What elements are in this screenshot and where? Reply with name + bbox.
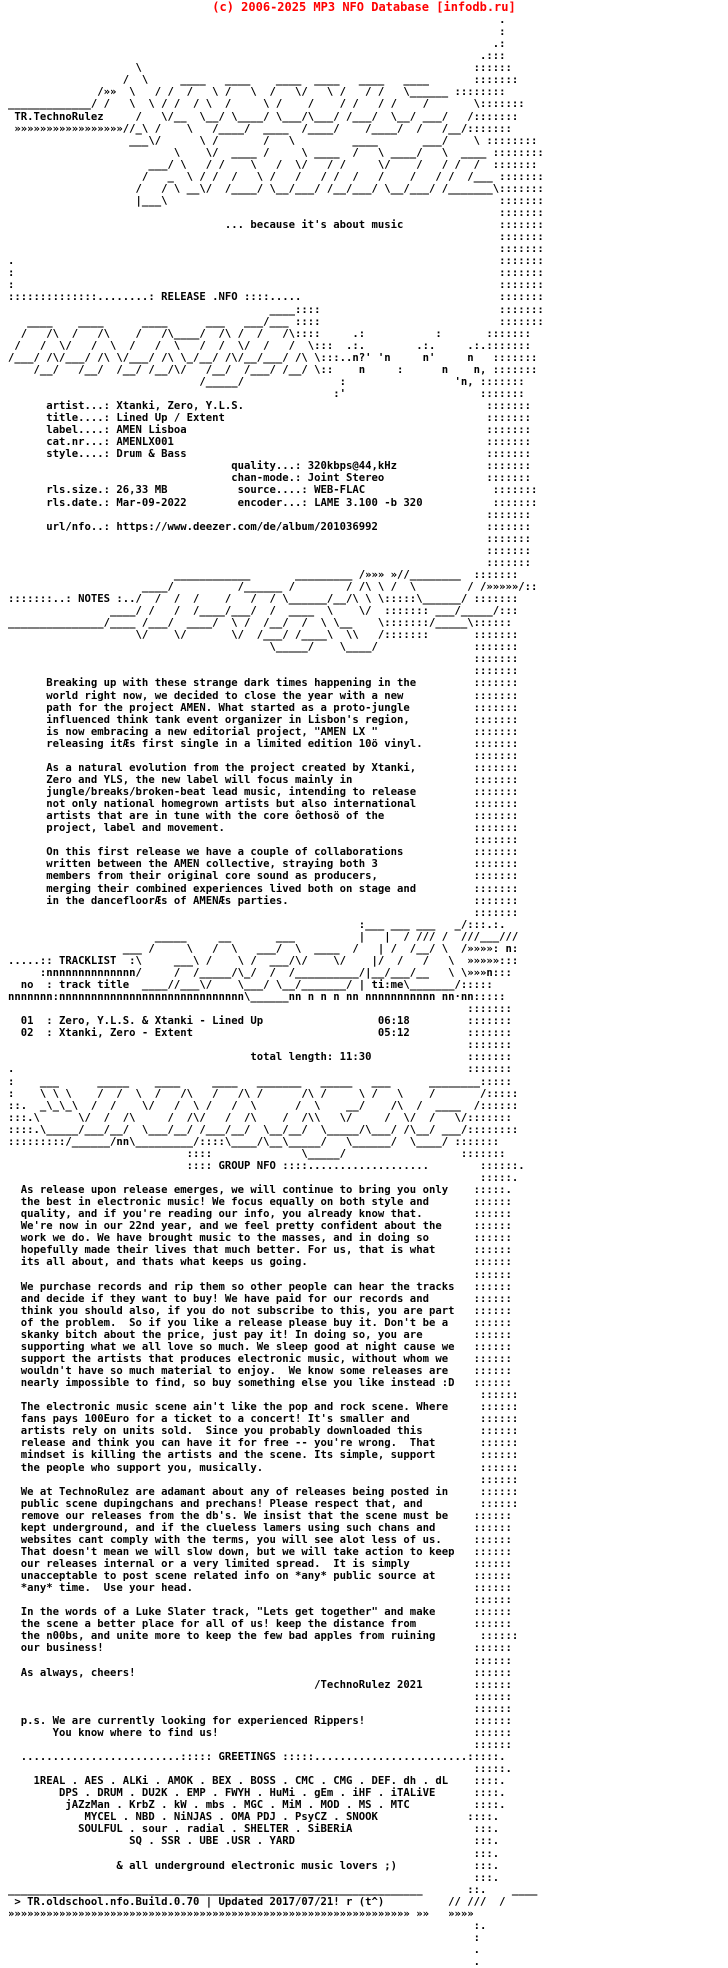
nfo-line: :. bbox=[8, 1919, 487, 1932]
nfo-line: : ___ _____ ____ ____ _______ _____ ___ ________::::: bbox=[8, 1075, 512, 1088]
nfo-line: skanky bitch about the price, just pay it! In doing so, you are :::::: bbox=[8, 1328, 512, 1341]
nfo-line: :::::: bbox=[8, 1690, 512, 1703]
nfo-line: the scene a better place for all of us! keep the distance from :::::: bbox=[8, 1618, 512, 1631]
nfo-line: :::::::..: NOTES :../ / / / / / / \______/__/\ \ \:::::\______/ ::::::: bbox=[8, 593, 519, 605]
nfo-line: ::::::: bbox=[8, 834, 519, 847]
nfo-line: ___\/ \ / / \ ____ ___/ \ :::::::: bbox=[8, 134, 538, 147]
nfo-line: :::::: bbox=[8, 1702, 512, 1715]
nfo-line: ::::::::::::::........: RELEASE .NFO ::::..... ::::::: bbox=[8, 291, 544, 304]
nfo-line: As a natural evolution from the project created by Xtanki, ::::::: bbox=[8, 761, 519, 774]
nfo-line: rls.date.: Mar-09-2022 encoder...: LAME 3.100 -b 320 ::::::: bbox=[8, 496, 538, 509]
nfo-line: our releases internal or a very limited spread. It is simply :::::: bbox=[8, 1558, 512, 1570]
nfo-line: ::. _\_\_\ / / \/ / \ / / \ / \ __/ /\ / ____ /:::::: bbox=[8, 1099, 519, 1112]
nfo-line: . bbox=[8, 14, 506, 26]
nfo-line: & all underground electronic music lovers ;) :::. bbox=[8, 1859, 500, 1872]
nfo-line: :::: \_____/ ::::::: bbox=[8, 1147, 506, 1160]
nfo-line: :::::: bbox=[8, 1654, 512, 1667]
nfo-line: cat.nr...: AMENLX001 ::::::: bbox=[8, 436, 531, 449]
nfo-line: .....:: TRACKLIST :\ ___\ / \ / ___/\/ \/ |/ / / \ »»»»»::: bbox=[8, 954, 519, 967]
nfo-line: rls.size.: 26,33 MB source....: WEB-FLAC ::::::: bbox=[8, 484, 538, 497]
nfo-line: :::::. bbox=[8, 1172, 519, 1184]
nfo-line: _____________/ / \ \ / / / \ / \ / / / / / / / \::::::: bbox=[8, 98, 525, 111]
nfo-line: /_____/ : 'n, ::::::: bbox=[8, 375, 525, 388]
nfo-line: artists rely on units sold. Since you probably downloaded this :::::: bbox=[8, 1425, 519, 1438]
nfo-line: :::::: bbox=[8, 1473, 519, 1486]
nfo-line: total length: 11:30 ::::::: bbox=[8, 1051, 512, 1064]
nfo-text bbox=[8, 14, 724, 1968]
nfo-line: ::::::: bbox=[8, 665, 519, 678]
nfo-line: ::::::: bbox=[8, 653, 519, 666]
nfo-line: the people who support you, musically. :::::: bbox=[8, 1461, 519, 1474]
nfo-line: .: bbox=[8, 38, 506, 51]
nfo-line: .........................::::: GREETINGS :::::........................:::::. bbox=[8, 1751, 506, 1763]
nfo-line: style....: Drum & Bass ::::::: bbox=[8, 448, 531, 461]
nfo-line: :::::: bbox=[8, 1594, 512, 1607]
nfo-line: releasing itÆs first single in a limited edition 10ö vinyl. ::::::: bbox=[8, 737, 519, 750]
nfo-line: release and think you can have it for free -- you're wrong. That :::::: bbox=[8, 1437, 519, 1450]
nfo-line: \_____/ \____/ ::::::: bbox=[8, 641, 519, 654]
nfo-line: public scene dupingchans and prechans! Please respect that, and :::::: bbox=[8, 1497, 519, 1510]
nfo-line: our business! :::::: bbox=[8, 1642, 512, 1655]
nfo-line: no : track title ____//___\/ \___/ \__/_______/ | ti:me\_______/::::: bbox=[8, 979, 493, 991]
nfo-line: :::. bbox=[8, 1871, 500, 1884]
nfo-line: artist...: Xtanki, Zero, Y.L.S. ::::::: bbox=[8, 400, 531, 412]
nfo-line: : ::::::: bbox=[8, 267, 544, 280]
nfo-line: Zero and YLS, the new label will focus mainly in ::::::: bbox=[8, 773, 519, 786]
nfo-line: ::::::: bbox=[8, 906, 519, 919]
nfo-line: . bbox=[8, 1944, 480, 1956]
nfo-line: TR.TechnoRulez / \/__ \__/ \____/ \___/\___/ /___/ \__/ ___/ /::::::: bbox=[8, 110, 519, 123]
nfo-line: / \ ____ ____ ____ ____ ____ ____ ::::::: bbox=[8, 74, 519, 87]
nfo-line: ::::::: bbox=[8, 1039, 512, 1052]
nfo-line: _____ __ ___ | | / /// / ///___/// bbox=[8, 930, 519, 943]
nfo-line: quality, and if you're reading our info, you already know that. :::::: bbox=[8, 1208, 512, 1221]
nfo-line: . bbox=[8, 1956, 480, 1968]
nfo-line: ____________ _________ /»»» »//________ ::::::: bbox=[8, 568, 519, 581]
nfo-line: We're now in our 22nd year, and we feel pretty confident about the :::::: bbox=[8, 1220, 512, 1233]
nfo-line: ::::::: bbox=[8, 532, 531, 545]
nfo-line: nearly impossible to find, so buy something else you like instead :D :::::: bbox=[8, 1377, 512, 1390]
nfo-line: : bbox=[8, 26, 506, 39]
nfo-line: in the dancefloorÆs of AMENÆs parties. ::::::: bbox=[8, 894, 519, 907]
nfo-line: ____/ / / /____/___/ / ____ \ \/ ::::::: ___/_____/::: bbox=[8, 605, 519, 618]
nfo-line: : bbox=[8, 1931, 480, 1944]
nfo-line: mindset is killing the artists and the scene. Its simple, support :::::: bbox=[8, 1449, 519, 1462]
nfo-line: :::::: bbox=[8, 1268, 512, 1281]
nfo-line: url/nfo..: https://www.deezer.com/de/album/201036992 ::::::: bbox=[8, 520, 531, 533]
nfo-line: \ :::::: bbox=[8, 62, 512, 75]
nfo-line: its all about, and thats what keeps us going. :::::: bbox=[8, 1256, 512, 1269]
nfo-line: written between the AMEN collective, straying both 3 ::::::: bbox=[8, 858, 519, 871]
nfo-line: / _ \ / / / \ / / / / / / / / / /___ ::::::: bbox=[8, 170, 544, 183]
nfo-line: _______________/____ /___/ ____/ \ / /__/ / \ \__ \:::::::/_____\:::::: bbox=[8, 617, 512, 630]
nfo-line: world right now, we decided to close the year with a new ::::::: bbox=[8, 689, 519, 702]
nfo-line: /TechnoRulez 2021 :::::: bbox=[8, 1678, 512, 1691]
nfo-line: / /\ / /\ / /\____/ /\ / / /\:::: .: : ::::::: bbox=[8, 327, 531, 340]
nfo-line: nnnnnnn:nnnnnnnnnnnnnnnnnnnnnnnnnnnnn\______nn n n n nn nnnnnnnnnnn nn·nn::::: bbox=[8, 991, 506, 1004]
nfo-line: work we do. We have brought music to the masses, and in doing so :::::: bbox=[8, 1232, 512, 1245]
nfo-line: jungle/breaks/broken-beat lead music, intending to release ::::::: bbox=[8, 786, 519, 798]
nfo-line: In the words of a Luke Slater track, "Lets get together" and make :::::: bbox=[8, 1606, 512, 1619]
nfo-line: :::.\ \/ / /\ / /\/ / /\ / /\\ \/ / \/ / \/::::::: bbox=[8, 1111, 512, 1124]
nfo-line: /___/ /\/___/ /\ \/___/ /\ \_/__/ /\/__/___/ /\ \:::..n?' 'n n' n ::::::: bbox=[8, 351, 538, 364]
nfo-line: Breaking up with these strange dark times happening in the ::::::: bbox=[8, 677, 519, 690]
nfo-line: : \ \ \ / / \ / /\ / /\ / /\ / \ / \ / /::::: bbox=[8, 1087, 519, 1100]
nfo-line: ::::::: bbox=[8, 231, 544, 244]
nfo-line: :::::. bbox=[8, 1763, 512, 1776]
nfo-line: :::::::::/______/nn\_________/::::\____/\__\_____/ \______/ \____/ ::::::: bbox=[8, 1135, 500, 1148]
nfo-line: . ::::::: bbox=[8, 1063, 512, 1076]
nfo-line: ___/ \ / / \ / \/ / / \/ / / / / ::::::: bbox=[8, 158, 538, 171]
nfo-line: chan-mode.: Joint Stereo ::::::: bbox=[8, 472, 531, 485]
nfo-line: ::::::: bbox=[8, 749, 519, 762]
nfo-line: p.s. We are currently looking for experienced Rippers! :::::: bbox=[8, 1714, 512, 1727]
nfo-line: ::::::: bbox=[8, 508, 531, 521]
nfo-line: \/ \/ \/ /___/ /____\ \\ /::::::: ::::::: bbox=[8, 629, 519, 642]
nfo-line: think you should also, if you do not subscribe to this, you are part :::::: bbox=[8, 1304, 512, 1317]
nfo-line: The electronic music scene ain't like the pop and rock scene. Where :::::: bbox=[8, 1401, 519, 1414]
nfo-line: You know where to find us! :::::: bbox=[8, 1726, 512, 1739]
nfo-line: That doesn't mean we will slow down, but we will take action to keep :::::: bbox=[8, 1545, 512, 1558]
nfo-line: \ \/ ____ / \ ____ / \ ____/ \ ____ :::::::: bbox=[8, 146, 544, 159]
nfo-line: fans pays 100Euro for a ticket to a concert! It's smaller and :::::: bbox=[8, 1413, 519, 1426]
nfo-line: the n00bs, and unite more to keep the few bad apples from ruining :::::: bbox=[8, 1630, 519, 1643]
nfo-line: wouldn't have so much material to enjoy. We know some releases are :::::: bbox=[8, 1365, 512, 1377]
nfo-line: merging their combined experiences lived both on stage and ::::::: bbox=[8, 882, 519, 895]
nfo-line: hopefully made their lives that much better. For us, that is what :::::: bbox=[8, 1244, 512, 1257]
nfo-line: remove our releases from the db's. We insist that the scene must be :::::: bbox=[8, 1509, 512, 1522]
nfo-line: SQ . SSR . UBE .USR . YARD :::. bbox=[8, 1835, 500, 1848]
nfo-line: the best in electronic music! We focus equally on both style and :::::: bbox=[8, 1196, 512, 1209]
nfo-line: ::::::: bbox=[8, 207, 544, 219]
nfo-line: DPS . DRUM . DU2K . EMP . FWYH . HuMi . gEm . iHF . iTALiVE ::::. bbox=[8, 1787, 506, 1800]
nfo-line: ____/ /______ / / /\ \ / \ / /»»»»»/:: bbox=[8, 580, 538, 593]
nfo-line: ::::::: bbox=[8, 243, 544, 256]
nfo-line: > TR.oldschool.nfo.Build.0.70 | Updated 2017/07/21! r (t^) // /// / bbox=[8, 1895, 506, 1908]
nfo-line: /__/ /__/ /__/ /__/\/ /__/ /___/ /__/ \:: n : n n, ::::::: bbox=[8, 363, 538, 376]
nfo-line: ... because it's about music ::::::: bbox=[8, 219, 544, 232]
nfo-line: .::: bbox=[8, 50, 506, 63]
nfo-line: jAZzMan . KrbZ . kW . mbs . MGC . MiM . MOD . MS . MTC ::::. bbox=[8, 1799, 506, 1812]
nfo-line: ::::::: bbox=[8, 556, 531, 569]
nfo-line: ____ ____ ____ ___ ___/___ :::: ::::::: bbox=[8, 315, 544, 328]
nfo-line: kept underground, and if the clueless lamers using such chans and :::::: bbox=[8, 1521, 512, 1534]
nfo-line: title....: Lined Up / Extent ::::::: bbox=[8, 412, 531, 425]
nfo-line: influenced think tank event organizer in Lisbon's region, ::::::: bbox=[8, 713, 519, 726]
nfo-line: 1REAL . AES . ALKi . AMOK . BEX . BOSS . CMC . CMG . DEF. dh . dL ::::. bbox=[8, 1775, 506, 1788]
nfo-line: We at TechnoRulez are adamant about any of releases being posted in :::::: bbox=[8, 1485, 519, 1498]
nfo-line: artists that are in tune with the core ôethosö of the ::::::: bbox=[8, 810, 519, 823]
nfo-line: |___\ ::::::: bbox=[8, 194, 544, 207]
nfo-line: and decide if they want to buy! We have paid for our records and :::::: bbox=[8, 1292, 512, 1305]
nfo-line: :::: GROUP NFO ::::................... ::::::. bbox=[8, 1159, 525, 1172]
nfo-line: »»»»»»»»»»»»»»»»»»»»»»»»»»»»»»»»»»»»»»»»»»»»»»»»»»»»»»»»»»»»»»» »» »»»» bbox=[8, 1907, 474, 1920]
nfo-line: SOULFUL . sour . radial . SHELTER . SiBERiA :::. bbox=[8, 1823, 500, 1836]
nfo-line: / / \ __\/ /____/ \__/___/ /__/___/ \__/___/ /_______\::::::: bbox=[8, 182, 544, 195]
nfo-line: _________________________________________________________________ ::. ____ bbox=[8, 1883, 538, 1896]
nfo-line: ::::.\_____/___/__/ \___/__/ /___/__/ \__/__/ \_____/\___/ /\__/ ___/:::::::: bbox=[8, 1123, 519, 1136]
nfo-line: »»»»»»»»»»»»»»»»»//_\ / \ /____/ ____ /____/ /____/ / /__/::::::: bbox=[8, 122, 512, 135]
nfo-line: :' ::::::: bbox=[8, 387, 525, 400]
nfo-line: project, label and movement. ::::::: bbox=[8, 822, 519, 835]
nfo-line: label....: AMEN Lisboa ::::::: bbox=[8, 424, 531, 437]
nfo-line: supporting what we all love so much. We sleep good at night cause we :::::: bbox=[8, 1340, 512, 1353]
nfo-line: 01 : Zero, Y.L.S. & Xtanki - Lined Up 06:18 ::::::: bbox=[8, 1015, 512, 1028]
nfo-line: *any* time. Use your head. :::::: bbox=[8, 1582, 512, 1595]
nfo-line: quality...: 320kbps@44,kHz ::::::: bbox=[8, 460, 531, 473]
nfo-line: :::::: bbox=[8, 1738, 512, 1751]
nfo-line: / / \/ / \ / / \ / / \/ / / \::: .:. .:. .:.::::::: bbox=[8, 339, 531, 352]
nfo-line: support the artists that produces electronic music, without whom we :::::: bbox=[8, 1352, 512, 1365]
nfo-line: of the problem. So if you like a release please buy it. Don't be a :::::: bbox=[8, 1316, 512, 1329]
site-header-title: (c) 2006-2025 MP3 NFO Database [infodb.ru] bbox=[212, 0, 516, 14]
nfo-line: :___ ___ ___ _/:::.:. bbox=[8, 918, 506, 931]
nfo-line: On this first release we have a couple of collaborations ::::::: bbox=[8, 846, 519, 859]
nfo-line: ::::::: bbox=[8, 544, 531, 557]
nfo-line: :nnnnnnnnnnnnnn/ / /_____/\_/ / /__________/|__/___/__ \ \»»»n::: bbox=[8, 966, 512, 979]
nfo-line: . ::::::: bbox=[8, 255, 544, 268]
nfo-line: /»» \ / / / \ / \ / \/ \ / / / \______ :::::::: bbox=[8, 86, 506, 99]
nfo-line: :::. bbox=[8, 1847, 500, 1860]
nfo-line: members from their original core sound as producers, ::::::: bbox=[8, 870, 519, 883]
nfo-line: 02 : Xtanki, Zero - Extent 05:12 ::::::: bbox=[8, 1027, 512, 1040]
nfo-line: As release upon release emerges, we will continue to bring you only :::::. bbox=[8, 1184, 512, 1197]
nfo-line: :::::: bbox=[8, 1389, 519, 1402]
nfo-line: : ::::::: bbox=[8, 279, 544, 292]
nfo-line: MYCEL . NBD . NiNJAS . OMA PDJ . PsyCZ . SNOOK ::::. bbox=[8, 1811, 500, 1824]
nfo-line: not only national homegrown artists but also international ::::::: bbox=[8, 798, 519, 811]
nfo-line: is now embracing a new editorial project, "AMEN LX " ::::::: bbox=[8, 725, 519, 738]
nfo-line: We purchase records and rip them so other people can hear the tracks :::::: bbox=[8, 1280, 512, 1293]
nfo-line: unacceptable to post scene related info on *any* public source at :::::: bbox=[8, 1570, 512, 1583]
nfo-line: As always, cheers! :::::: bbox=[8, 1666, 512, 1679]
nfo-line: path for the project AMEN. What started as a proto-jungle ::::::: bbox=[8, 701, 519, 714]
nfo-line: ___ / \ / \ ___/ \ ____ / | / /__/ \ /»»»»: n: bbox=[8, 942, 519, 955]
nfo-line: ::::::: bbox=[8, 1003, 512, 1016]
nfo-line: websites cant comply with the terms, you will see alot less of us. :::::: bbox=[8, 1533, 512, 1546]
nfo-line: ____:::: ::::::: bbox=[8, 303, 544, 316]
